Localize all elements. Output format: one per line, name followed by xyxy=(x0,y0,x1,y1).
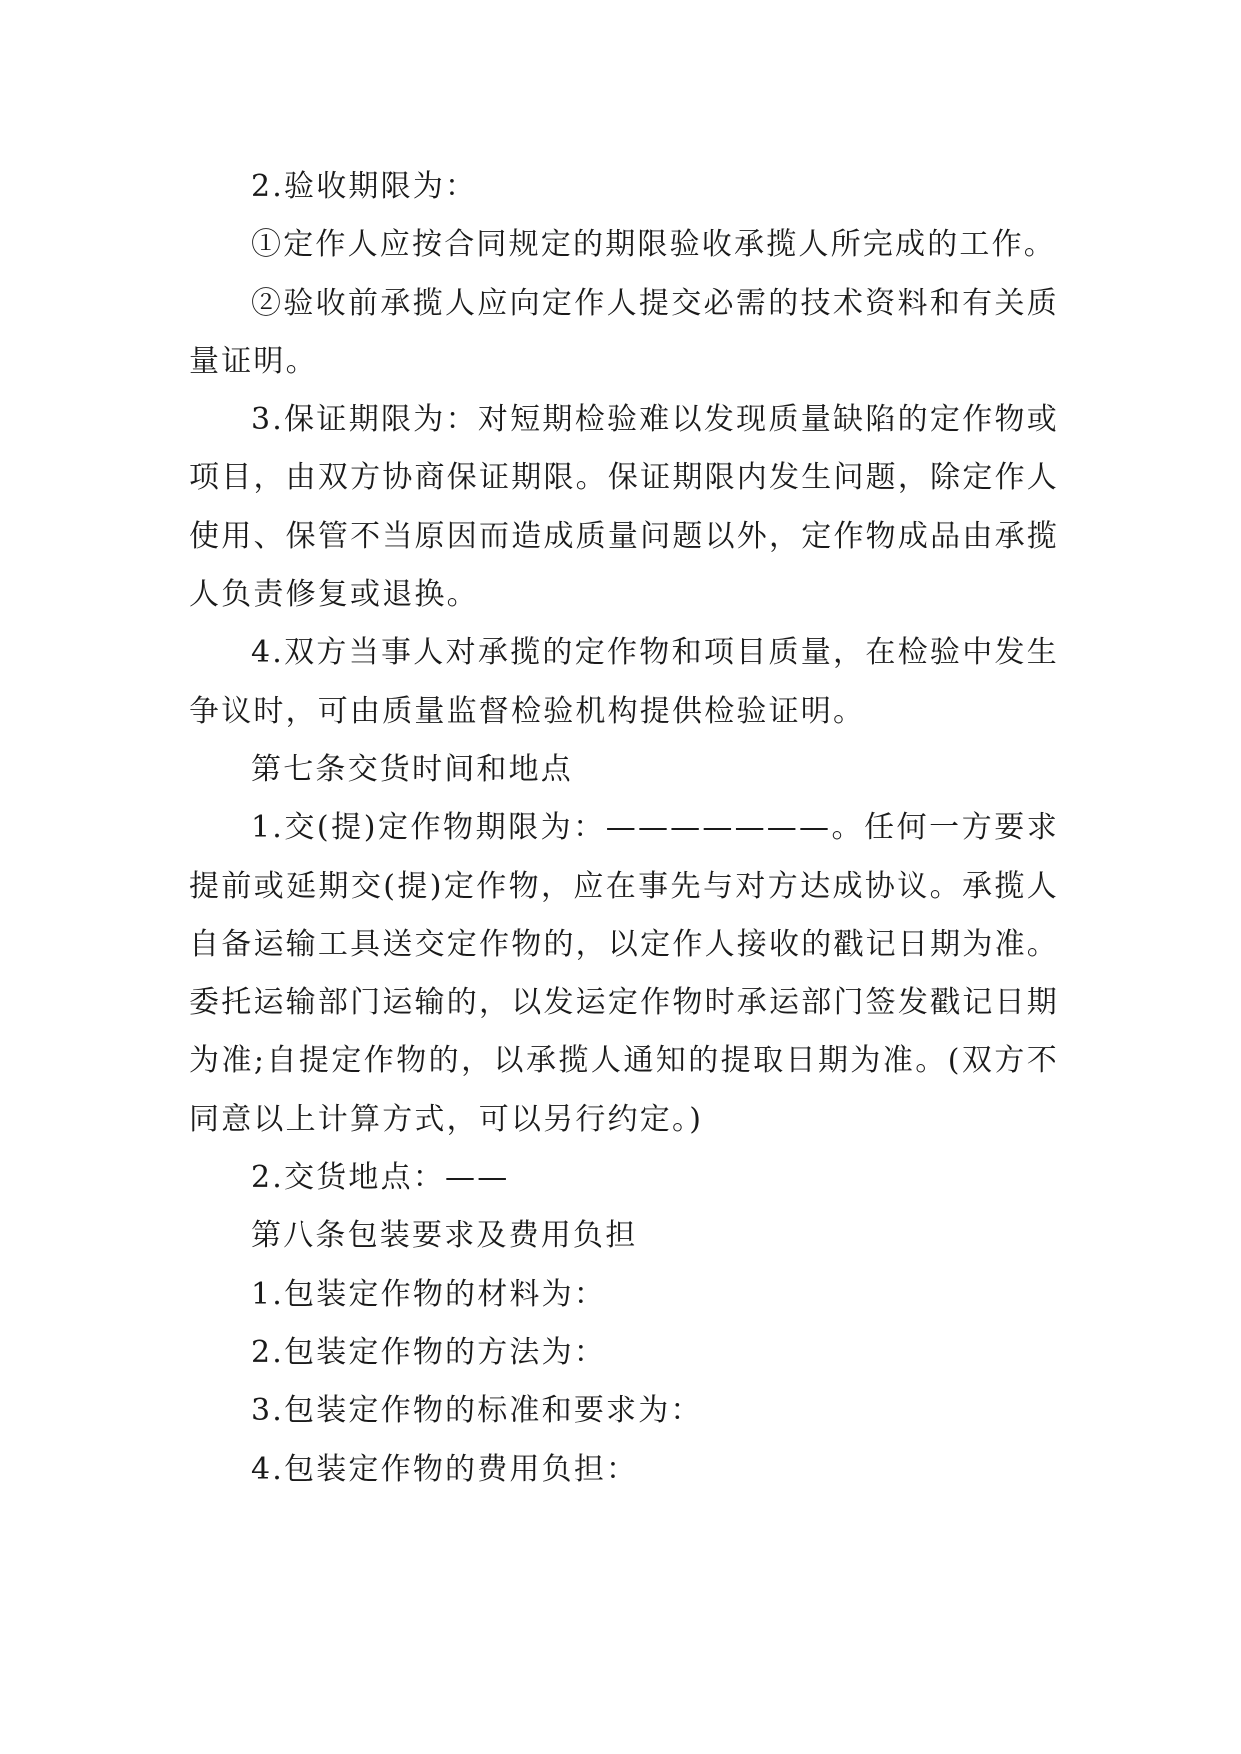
document-body xyxy=(189,158,1059,1499)
paragraph-packaging-method: 2.包装定作物的方法为： xyxy=(251,1334,607,1370)
paragraph-packaging-standard: 3.包装定作物的标准和要求为： xyxy=(251,1393,703,1429)
paragraph-packaging-cost: 4.包装定作物的费用负担： xyxy=(251,1451,639,1487)
paragraph-acceptance-item-2: ②验收前承揽人应向定作人提交必需的技术资料和有关质量证明。 xyxy=(189,285,1059,379)
paragraph-acceptance-period: 2.验收期限为： xyxy=(251,169,478,204)
article-7-heading: 第七条交货时间和地点 xyxy=(251,751,573,787)
paragraph-acceptance-item-1: ①定作人应按合同规定的期限验收承揽人所完成的工作。 xyxy=(251,227,1056,263)
paragraph-delivery-location: 2.交货地点：—— xyxy=(251,1160,510,1196)
paragraph-warranty-period: 3.保证期限为：对短期检验难以发现质量缺陷的定作物或项目，由双方协商保证期限。保证期限内发生问题，除定作人使用、保管不当原因而造成质量问题以外，定作物成品由承揽人负责修复或退换。 xyxy=(189,402,1059,613)
paragraph-quality-dispute: 4.双方当事人对承揽的定作物和项目质量，在检验中发生争议时，可由质量监督检验机构提供检验证明。 xyxy=(189,635,1059,729)
paragraph-packaging-material: 1.包装定作物的材料为： xyxy=(251,1276,607,1312)
paragraph-delivery-deadline: 1.交(提)定作物期限为：———————。任何一方要求提前或延期交(提)定作物，应在事先与对方达成协议。承揽人自备运输工具送交定作物的，以定作人接收的戳记日期为准。委托运输部门运输的，以发运定作物时承运部门签发戳记日期为准;自提定作物的，以承揽人通知的提取日期为准。(双方不同意以上计算方式，可以另行约定。) xyxy=(189,810,1059,1137)
article-8-heading: 第八条包装要求及费用负担 xyxy=(251,1218,638,1254)
